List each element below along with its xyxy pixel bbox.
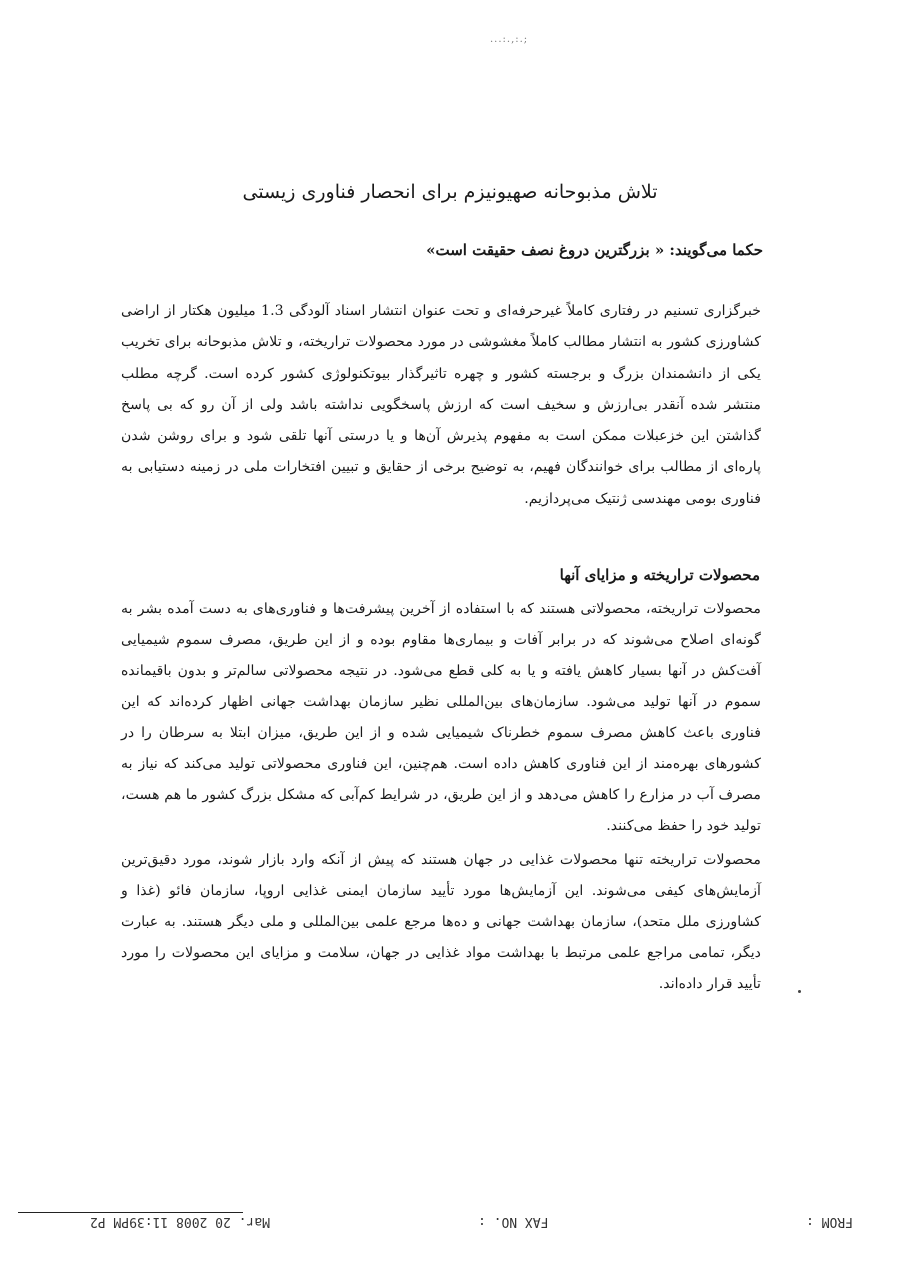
fax-date-stamp: Mar. 20 2008 11:39PM P2 [90,1214,271,1229]
fax-number-label: FAX NO. : [478,1214,549,1229]
section-heading: محصولات تراریخته و مزایای آنها [559,566,760,584]
intro-paragraph: خبرگزاری تسنیم در رفتاری کاملاً غیرحرفه‌ای و تحت عنوان انتشار اسناد آلودگی 1.3 میلیون هکتار از اراضی کشاورزی کشور به انتشار مطالب کاملاً مغشوشی در مورد محصولات تراریخته، و تلاش مذبوحانه برای تخریب یکی از دانشمندان بزرگ و برجسته کشور و چهره تاثیرگذار بیوتکنولوژی کشور کرده است. گرچه مطلب منتشر شده آنقدر بی‌ارزش و سخیف است که ارزش پاسخگویی نداشته باشد ولی از آن رو که بی پاسخ گذاشتن این خزعبلات ممکن است به مفهوم پذیرش آن‌ها و یا درستی آنها تلقی شود و برای روشن شدن پاره‌ای از مطالب برای خوانندگان فهیم، به توضیح برخی از حقایق و تبیین افتخارات ملی در زمینه دستیابی به فناوری بومی مهندسی ژنتیک می‌پردازیم. [121,303,761,507]
fax-header-rule [18,1212,243,1213]
scan-artifact: ...:.,:.; [490,34,529,45]
page-title: تلاش مذبوحانه صهیونیزم برای انحصار فناوری زیستی [242,180,658,203]
proverb-line: حکما می‌گویند: « بزرگترین دروغ نصف حقیقت است» [426,241,763,259]
body-paragraph-1: محصولات تراریخته، محصولاتی هستند که با استفاده از آخرین پیشرفت‌ها و فناوری‌های به دست آمده بشر به گونه‌ای اصلاح می‌شوند که در برابر آفات و بیماری‌ها مقاوم بوده و از این طریق، مصرف سموم شیمیایی آفت‌کش در آنها بسیار کاهش یافته و یا به کلی قطع می‌شود. در نتیجه محصولاتی سالم‌تر و بدون باقیمانده سموم در آنها تولید می‌شود. سازمان‌های بین‌المللی نظیر سازمان بهداشت جهانی اظهار کرده‌اند که این فناوری باعث کاهش مصرف سموم خطرناک شیمیایی شده و از این طریق، میزان ابتلا به سرطان را در کشورهای بهره‌مند از این فناوری کاهش داده است. هم‌چنین، این فناوری محصولاتی تولید می‌کند که نیاز به مصرف آب در مزارع را کاهش می‌دهد و از این طریق، در شرایط کم‌آبی که مشکل بزرگ کشور ما هم هست، تولید خود را حفظ می‌کنند. [121,601,761,834]
scan-dot [798,990,801,993]
fax-from-label: FROM : [806,1214,853,1229]
body-paragraph-2: محصولات تراریخته تنها محصولات غذایی در جهان هستند که پیش از آنکه وارد بازار شوند، مورد دقیق‌ترین آزمایش‌های کیفی می‌شوند. این آزمایش‌ها مورد تأیید سازمان ایمنی غذایی اروپا، سازمان فائو (غذا و کشاورزی ملل متحد)، سازمان بهداشت جهانی و ده‌ها مرجع علمی بین‌المللی و ملی دیگر هستند. به عبارت دیگر، تمامی مراجع علمی مرتبط با بهداشت مواد غذایی در جهان، سلامت و مزایای این محصولات را مورد تأیید قرار داده‌اند. [121,852,761,992]
